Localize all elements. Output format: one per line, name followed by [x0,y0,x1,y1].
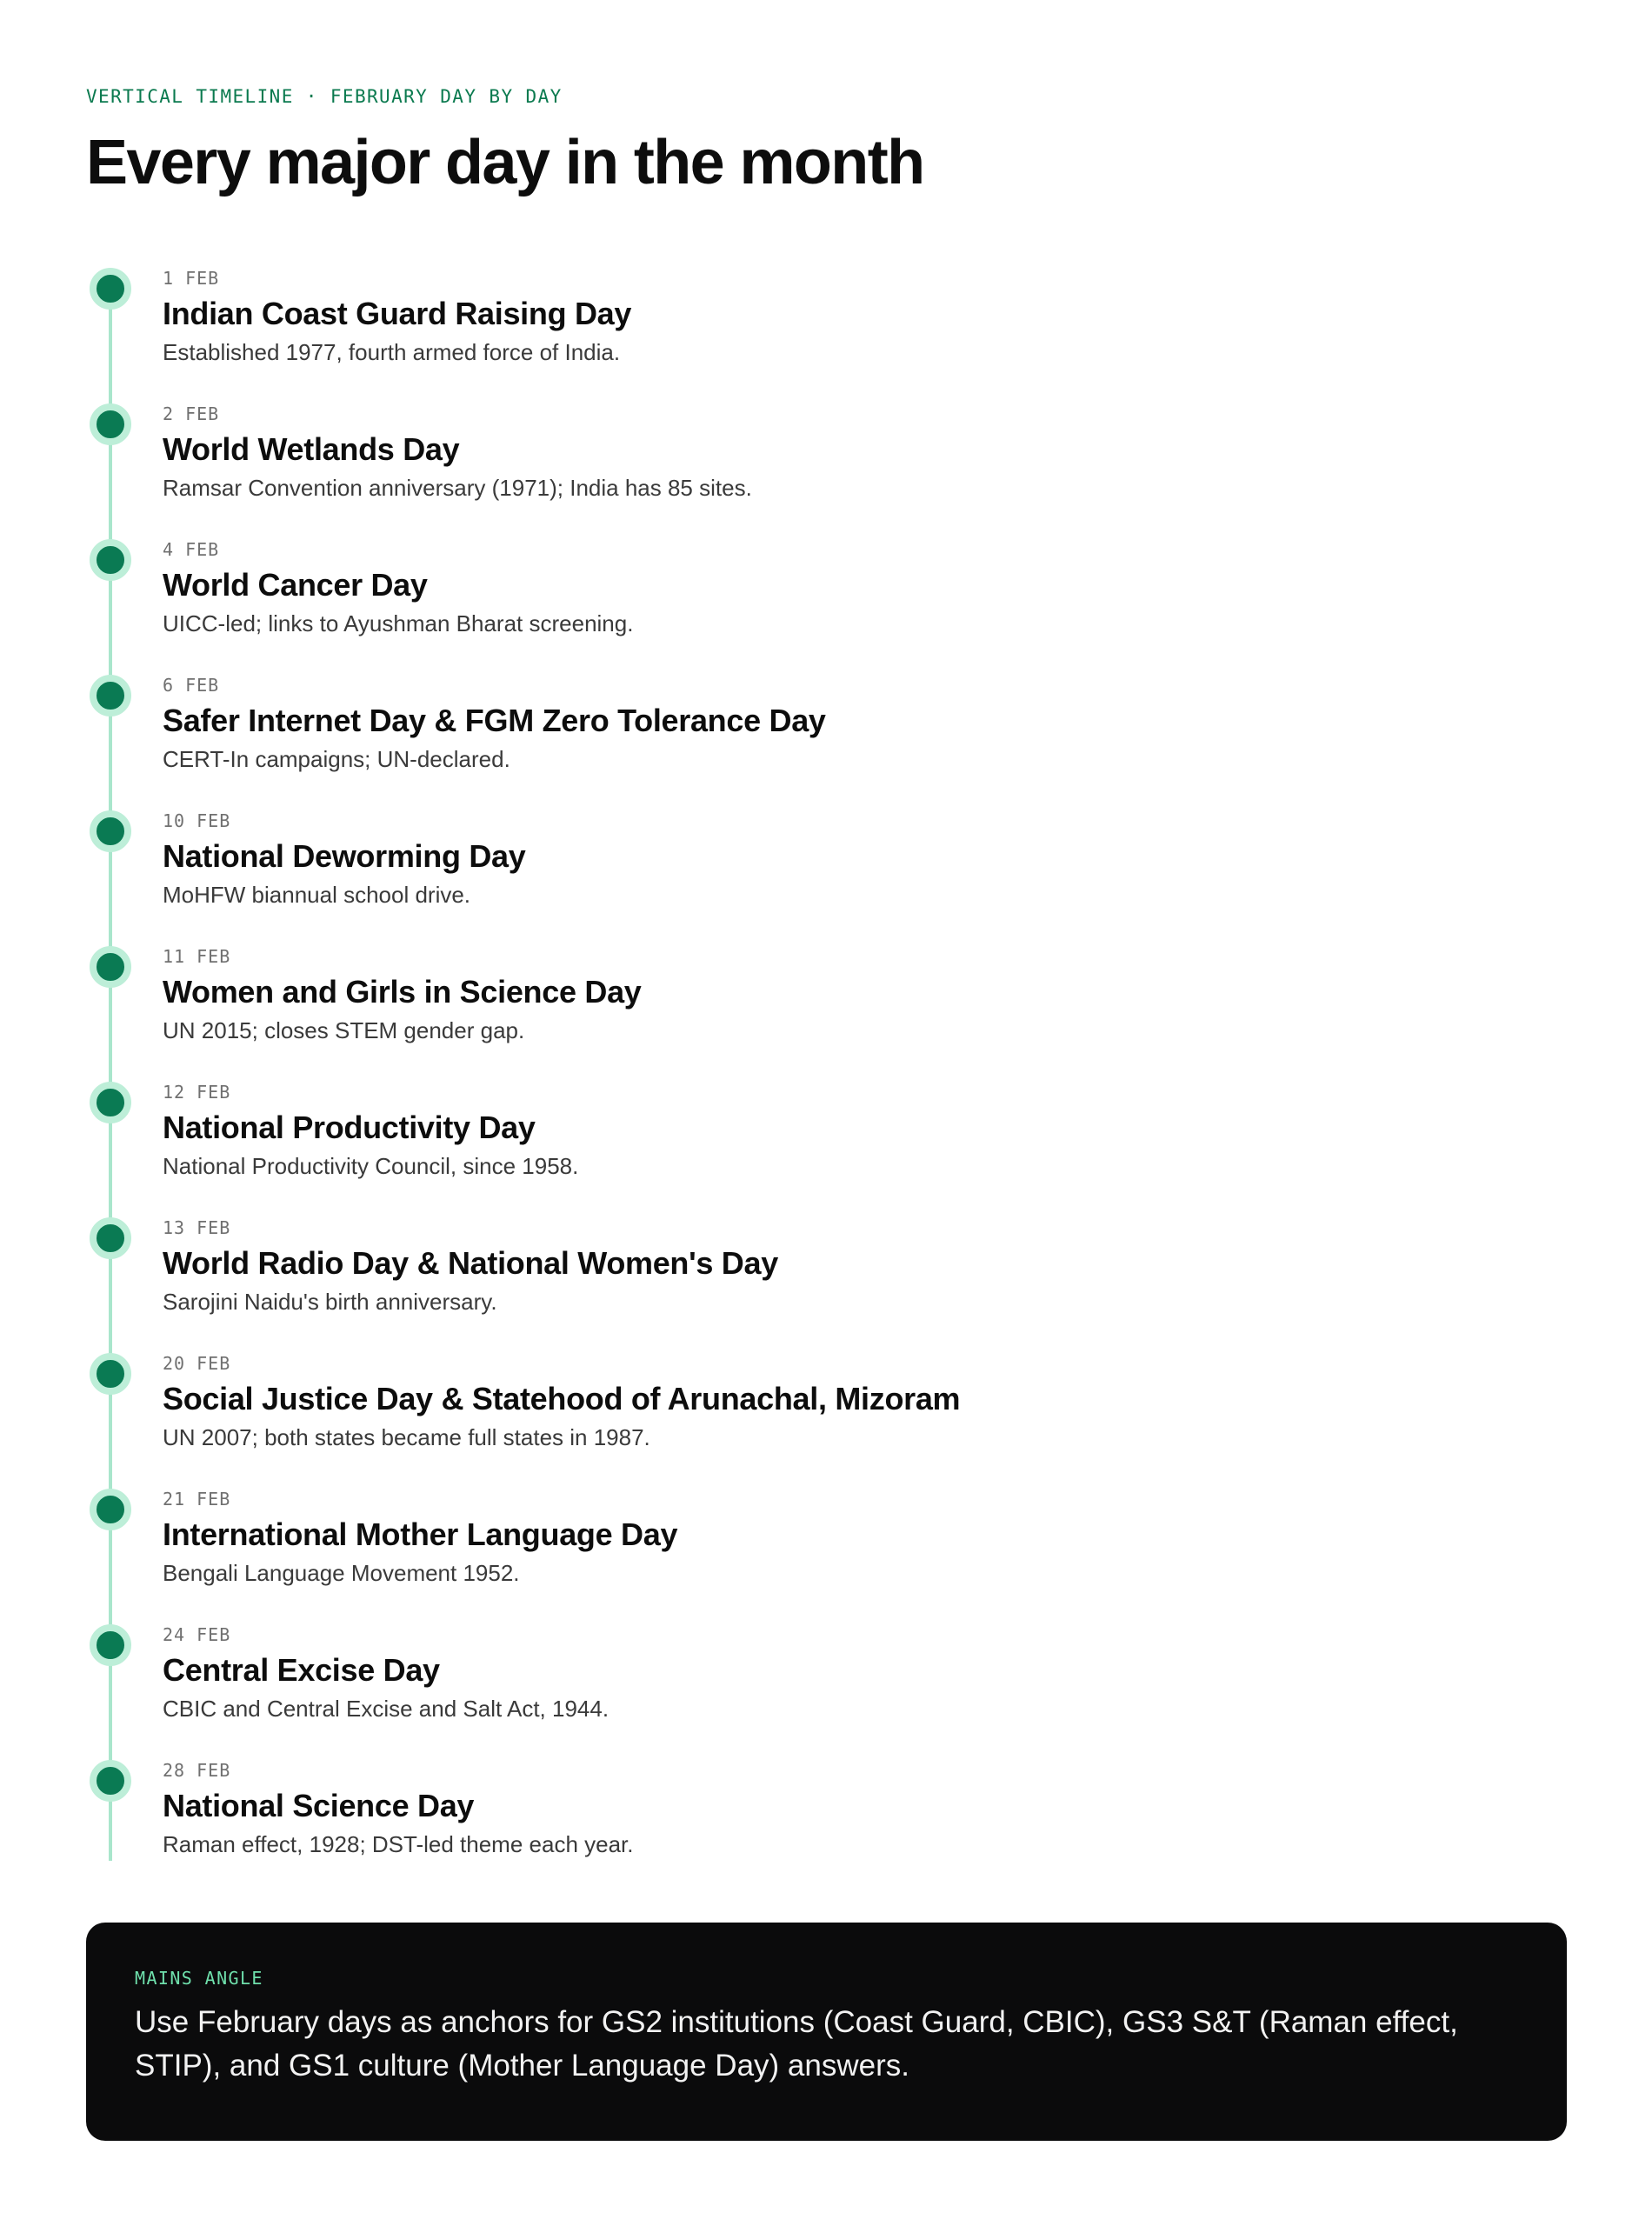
event-date: 28 FEB [163,1760,231,1781]
event-description: CERT-In campaigns; UN-declared. [163,746,510,772]
timeline-dot-icon [90,1760,131,1802]
event-date: 2 FEB [163,403,220,424]
timeline-event [86,1346,1567,1476]
event-description: UN 2015; closes STEM gender gap. [163,1017,525,1043]
timeline-event [86,1482,1567,1612]
event-title: Social Justice Day & Statehood of Arunachal, Mizoram [163,1381,961,1416]
event-title: World Wetlands Day [163,431,460,467]
callout-label: MAINS ANGLE [135,1968,263,1989]
timeline-dot-icon [90,1353,131,1395]
timeline-event [86,939,1567,1070]
event-description: Sarojini Naidu's birth anniversary. [163,1289,497,1315]
timeline-dot-icon [90,268,131,310]
timeline-dot-icon [90,1489,131,1530]
timeline-dot-icon [90,1217,131,1259]
timeline-event [86,261,1567,391]
timeline-event [86,532,1567,663]
event-description: Raman effect, 1928; DST-led theme each year. [163,1831,634,1857]
timeline-dot-icon [90,675,131,716]
timeline-dot-icon [90,403,131,445]
event-description: UN 2007; both states became full states in 1987. [163,1424,650,1450]
page-title: Every major day in the month [86,128,924,197]
eyebrow-label: VERTICAL TIMELINE · FEBRUARY DAY BY DAY [86,86,563,107]
event-date: 13 FEB [163,1217,231,1238]
event-description: Ramsar Convention anniversary (1971); India has 85 sites. [163,475,752,501]
event-date: 12 FEB [163,1082,231,1103]
event-description: MoHFW biannual school drive. [163,882,471,908]
timeline-event [86,1617,1567,1748]
event-title: Safer Internet Day & FGM Zero Tolerance Day [163,703,826,738]
event-description: UICC-led; links to Ayushman Bharat screening. [163,610,634,636]
timeline-dot-icon [90,810,131,852]
timeline-dot-icon [90,539,131,581]
mains-angle-callout [86,1923,1567,2141]
event-title: World Radio Day & National Women's Day [163,1245,778,1281]
event-date: 4 FEB [163,539,220,560]
event-date: 6 FEB [163,675,220,696]
event-title: Women and Girls in Science Day [163,974,642,1010]
event-description: Established 1977, fourth armed force of India. [163,339,621,365]
event-title: Indian Coast Guard Raising Day [163,296,632,331]
event-date: 24 FEB [163,1624,231,1645]
event-date: 10 FEB [163,810,231,831]
timeline-dot-icon [90,1624,131,1666]
event-description: Bengali Language Movement 1952. [163,1560,520,1586]
event-date: 20 FEB [163,1353,231,1374]
timeline-event [86,803,1567,934]
event-description: National Productivity Council, since 1958. [163,1153,579,1179]
event-title: National Deworming Day [163,838,526,874]
timeline-event [86,397,1567,527]
event-title: National Science Day [163,1788,475,1823]
event-title: National Productivity Day [163,1110,536,1145]
event-title: International Mother Language Day [163,1516,678,1552]
event-title: Central Excise Day [163,1652,440,1688]
timeline-event [86,1753,1567,1883]
timeline-event [86,1075,1567,1205]
timeline-dot-icon [90,946,131,988]
event-description: CBIC and Central Excise and Salt Act, 1944. [163,1696,610,1722]
callout-text: Use February days as anchors for GS2 institutions (Coast Guard, CBIC), GS3 S&T (Raman effect, STIP), and GS1 culture (Mother Language Day) answers. [135,2005,1458,2083]
event-date: 1 FEB [163,268,220,289]
timeline-event [86,1210,1567,1341]
timeline-event [86,668,1567,798]
timeline-dot-icon [90,1082,131,1123]
timeline [86,261,1567,1861]
event-date: 21 FEB [163,1489,231,1510]
event-date: 11 FEB [163,946,231,967]
event-title: World Cancer Day [163,567,428,603]
